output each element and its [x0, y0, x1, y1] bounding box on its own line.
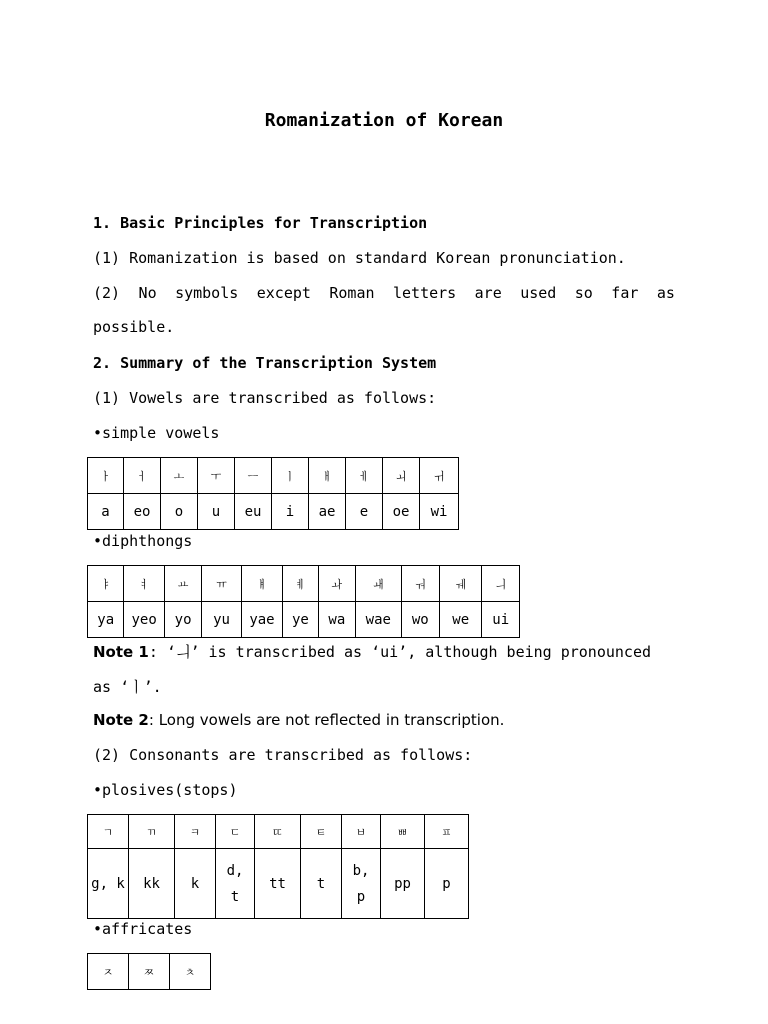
hangul-cell: ㅃ [381, 815, 425, 849]
hangul-cell: ㅜ [198, 458, 235, 494]
hangul-cell: ㅔ [346, 458, 383, 494]
roman-cell: yeo [124, 602, 164, 638]
vowels-intro: (1) Vowels are transcribed as follows: [93, 389, 437, 407]
hangul-row [88, 458, 459, 494]
roman-cell [129, 849, 175, 919]
word: far [611, 284, 639, 302]
hangul-row [88, 954, 211, 990]
roman-cell-line: p [356, 888, 366, 905]
principle-2 [93, 284, 675, 302]
roman-cell: u [198, 494, 235, 530]
word: as [656, 284, 675, 302]
plosives-table [87, 814, 469, 919]
word: No [138, 284, 157, 302]
roman-cell: e [346, 494, 383, 530]
hangul-cell: ㅓ [124, 458, 161, 494]
section2-heading: 2. Summary of the Transcription System [93, 354, 437, 372]
roman-cell: o [161, 494, 198, 530]
word: are [474, 284, 502, 302]
hangul-cell: ㅍ [425, 815, 469, 849]
hangul-cell: ㅒ [241, 566, 282, 602]
roman-row [88, 494, 459, 530]
diphthongs-table [87, 565, 520, 638]
roman-cell: a [88, 494, 124, 530]
hangul-cell: ㅐ [309, 458, 346, 494]
hangul-cell: ㅋ [175, 815, 216, 849]
word: Roman [329, 284, 375, 302]
roman-cell: oe [383, 494, 420, 530]
roman-cell: we [439, 602, 481, 638]
roman-cell-line: pp [394, 875, 411, 892]
hangul-cell: ㅝ [401, 566, 439, 602]
principle-1: (1) Romanization is based on standard Korean pronunciation. [93, 249, 626, 267]
simple-vowels-table [87, 457, 459, 530]
word: except [256, 284, 311, 302]
hangul-cell: ㅈ [88, 954, 129, 990]
hangul-row [88, 566, 520, 602]
hangul-cell: ㅟ [420, 458, 459, 494]
roman-cell [88, 849, 129, 919]
roman-cell: ya [88, 602, 124, 638]
principle-2-continued: possible. [93, 318, 175, 336]
hangul-cell: ㄸ [255, 815, 301, 849]
roman-cell: yae [241, 602, 282, 638]
roman-cell [425, 849, 469, 919]
hangul-cell: ㅉ [129, 954, 170, 990]
page-title: Romanization of Korean [264, 110, 504, 131]
roman-cell-line: tt [269, 875, 286, 892]
hangul-cell: ㅡ [235, 458, 272, 494]
roman-cell: wi [420, 494, 459, 530]
roman-cell [301, 849, 342, 919]
roman-cell: ae [309, 494, 346, 530]
note-1-text: : ‘ㅢ’ is transcribed as ‘ui’, although being pronounced [148, 643, 652, 661]
roman-cell: i [272, 494, 309, 530]
note-2 [93, 711, 504, 729]
roman-cell: wo [401, 602, 439, 638]
hangul-cell: ㅠ [202, 566, 241, 602]
plosives-label: •plosives(stops) [93, 781, 238, 799]
roman-cell-line: k [190, 875, 200, 892]
note-1 [93, 641, 651, 662]
hangul-cell: ㅑ [88, 566, 124, 602]
hangul-cell: ㅕ [124, 566, 164, 602]
hangul-cell: ㅞ [439, 566, 481, 602]
roman-cell-line: d, [226, 862, 244, 879]
roman-cell-line: p [442, 875, 451, 892]
hangul-cell: ㅂ [342, 815, 381, 849]
roman-cell-line: kk [143, 875, 160, 892]
roman-cell [342, 849, 381, 919]
word: (2) [93, 284, 121, 302]
diphthongs-label: •diphthongs [93, 532, 193, 550]
affricates-table [87, 953, 211, 990]
hangul-cell: ㅙ [356, 566, 402, 602]
hangul-row [88, 815, 469, 849]
hangul-cell: ㄱ [88, 815, 129, 849]
hangul-cell: ㅘ [318, 566, 355, 602]
roman-cell: ye [283, 602, 318, 638]
hangul-cell: ㅣ [272, 458, 309, 494]
roman-row [88, 849, 469, 919]
word: used [520, 284, 557, 302]
word: symbols [175, 284, 239, 302]
hangul-cell: ㅊ [170, 954, 211, 990]
note-1-label: Note 1 [93, 643, 149, 661]
affricates-label: •affricates [93, 920, 193, 938]
roman-cell: eo [124, 494, 161, 530]
word: letters [392, 284, 457, 302]
note-2-label: Note 2 [93, 711, 149, 729]
hangul-cell: ㅢ [482, 566, 520, 602]
hangul-cell: ㄷ [216, 815, 255, 849]
roman-cell [255, 849, 301, 919]
word: so [574, 284, 593, 302]
hangul-cell: ㅏ [88, 458, 124, 494]
hangul-cell: ㄲ [129, 815, 175, 849]
roman-cell: eu [235, 494, 272, 530]
section1-heading: 1. Basic Principles for Transcription [93, 214, 428, 232]
roman-cell: yu [202, 602, 241, 638]
hangul-cell: ㅚ [383, 458, 420, 494]
roman-row [88, 602, 520, 638]
roman-cell: ui [482, 602, 520, 638]
roman-cell: wae [356, 602, 402, 638]
roman-cell [381, 849, 425, 919]
note-2-text: : Long vowels are not reflected in transcription. [148, 711, 505, 729]
consonants-intro: (2) Consonants are transcribed as follows: [93, 746, 473, 764]
roman-cell-line: b, [352, 862, 370, 879]
roman-cell-line: t [316, 875, 326, 892]
roman-cell-line: g, k [91, 875, 125, 892]
hangul-cell: ㅗ [161, 458, 198, 494]
note-1-continued: as ‘ㅣ’. [93, 678, 162, 696]
roman-cell [175, 849, 216, 919]
hangul-cell: ㅖ [283, 566, 318, 602]
roman-cell: yo [164, 602, 201, 638]
roman-cell-line: t [230, 888, 240, 905]
roman-cell: wa [318, 602, 355, 638]
roman-cell [216, 849, 255, 919]
hangul-cell: ㅌ [301, 815, 342, 849]
hangul-cell: ㅛ [164, 566, 201, 602]
simple-vowels-label: •simple vowels [93, 424, 220, 442]
